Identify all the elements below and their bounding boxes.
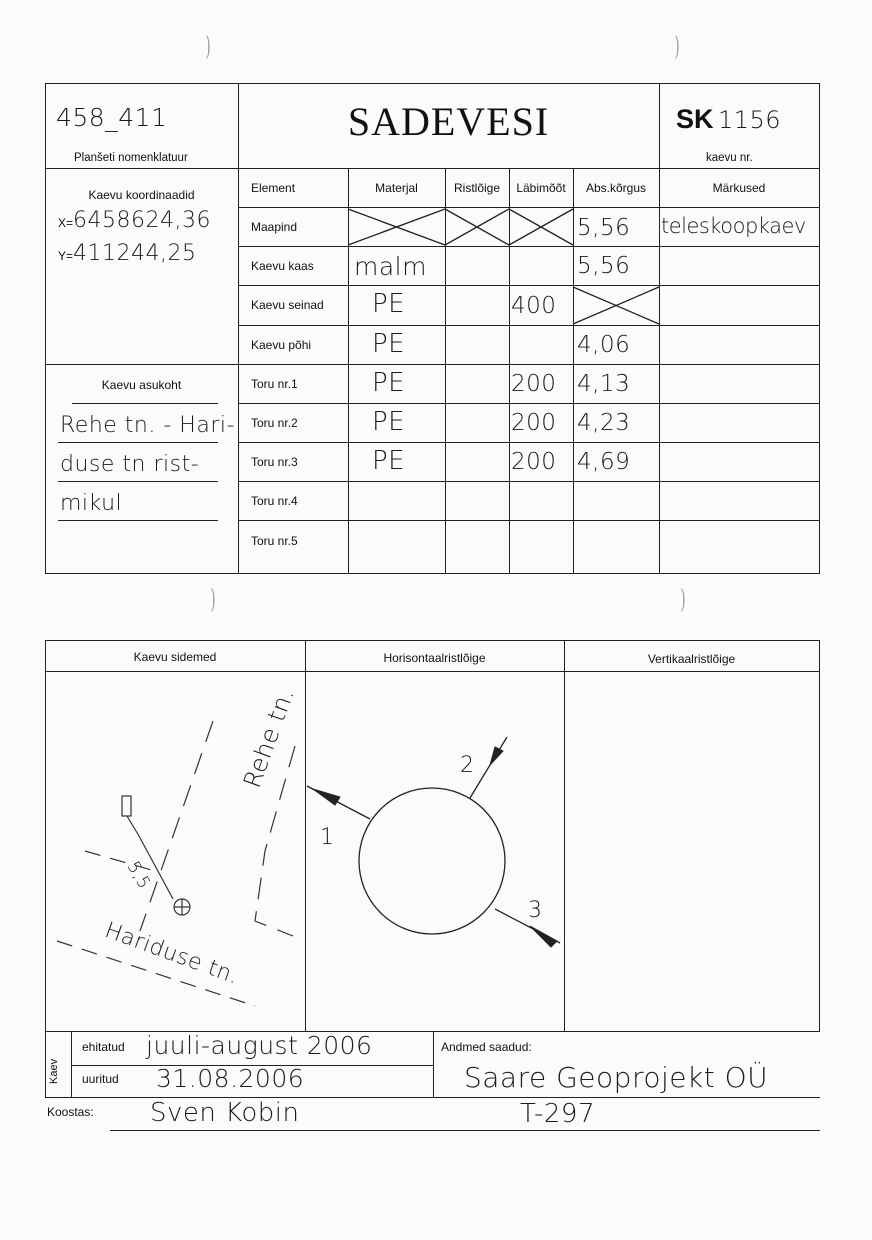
col-header-material: Materjal <box>375 181 418 195</box>
coordinates-label: Kaevu koordinaadid <box>88 188 195 202</box>
rehe-street-edge <box>140 721 213 931</box>
coordinate-y-value: 411244,25 <box>73 241 197 266</box>
well-label: kaevu nr. <box>706 152 753 164</box>
measured-value: 31.08.2006 <box>156 1064 305 1093</box>
col-header-diameter: Läbimõõt <box>516 181 566 195</box>
location-line-1: Rehe tn. - Hari- <box>60 413 235 438</box>
plansheet-label: Planšeti nomenklatuur <box>74 152 188 164</box>
row-abs-height: 5,56 <box>577 253 631 279</box>
row-abs-height: 5,56 <box>577 215 631 241</box>
row-abs-height: 4,23 <box>577 410 631 436</box>
row-material: PE <box>372 407 406 437</box>
well-prefix: SK <box>676 104 714 134</box>
na-cross-material <box>348 209 445 245</box>
row-diameter: 200 <box>511 371 557 397</box>
row-element: Toru nr.4 <box>251 494 298 508</box>
row-element: Kaevu kaas <box>251 259 314 273</box>
marker-post <box>122 796 131 816</box>
built-value: juuli-august 2006 <box>146 1031 373 1060</box>
row-material: PE <box>372 446 406 476</box>
sketch-col-vertical: Vertikaalristlõige <box>647 652 736 666</box>
row-element: Maapind <box>251 220 298 234</box>
row-material: malm <box>354 252 427 281</box>
row-abs-height: 4,13 <box>577 371 631 397</box>
row-notes: teleskoopkaev <box>661 214 806 238</box>
row-diameter: 200 <box>511 449 557 475</box>
punch-mark: ) <box>205 32 211 62</box>
coordinate-y-prefix: Y= <box>58 249 74 263</box>
well-circle <box>359 788 505 934</box>
street-label-hariduse: Hariduse tn. <box>101 918 243 990</box>
row-element: Toru nr.1 <box>251 377 298 391</box>
na-cross-diameter <box>509 209 573 245</box>
pipe-3-label: 3 <box>528 898 543 923</box>
pipe-2-line <box>470 737 507 798</box>
row-element: Toru nr.2 <box>251 416 298 430</box>
row-material: PE <box>372 289 406 319</box>
kaev-label: Kaev <box>48 1058 60 1084</box>
col-header-cross-section: Ristlõige <box>453 181 501 195</box>
distance-label: 5,5 <box>122 858 155 893</box>
row-abs-height: 4,69 <box>577 449 631 475</box>
author-value: Sven Kobin <box>150 1098 300 1128</box>
data-received-label: Andmed saadud: <box>441 1040 532 1054</box>
sketch-col-links: Kaevu sidemed <box>133 650 217 664</box>
row-element: Toru nr.3 <box>251 455 298 469</box>
cross-marks <box>0 0 872 600</box>
horizontal-section-sketch <box>305 671 564 1031</box>
coordinate-x-prefix: X= <box>58 216 74 230</box>
coordinate-x-value: 6458624,36 <box>73 208 211 233</box>
col-header-notes: Märkused <box>712 181 766 195</box>
page-title: SADEVESI <box>347 99 550 144</box>
location-line-2: duse tn rist- <box>60 452 200 477</box>
pipe-2-arrow <box>490 747 503 765</box>
project-code: T-297 <box>520 1099 596 1129</box>
row-diameter: 400 <box>511 293 557 319</box>
na-cross-section <box>445 209 509 245</box>
well-value: 1156 <box>717 106 782 134</box>
row-material: PE <box>372 368 406 398</box>
pipe-2-label: 2 <box>460 753 475 778</box>
row-element: Toru nr.5 <box>251 534 298 548</box>
location-label: Kaevu asukoht <box>101 378 182 392</box>
row-element: Kaevu seinad <box>251 298 324 312</box>
measured-label: uuritud <box>82 1072 119 1086</box>
pipe-1-label: 1 <box>320 825 335 850</box>
punch-mark: ) <box>210 585 216 615</box>
col-header-element: Element <box>251 181 296 195</box>
street-label-rehe: Rehe tn. <box>238 684 300 792</box>
row-abs-height: 4,06 <box>577 332 631 358</box>
sketch-col-horizontal: Horisontaalristlõige <box>383 651 486 665</box>
built-label: ehitatud <box>82 1040 125 1054</box>
punch-mark: ) <box>674 32 680 62</box>
row-material: PE <box>372 329 406 359</box>
row-element: Kaevu põhi <box>251 338 312 352</box>
data-received-value: Saare Geoprojekt OÜ <box>464 1061 769 1094</box>
col-header-abs-height: Abs.kõrgus <box>585 181 647 195</box>
pipe-1-arrow <box>313 789 340 805</box>
row-diameter: 200 <box>511 410 557 436</box>
author-label: Koostas: <box>47 1105 94 1119</box>
location-line-3: mikul <box>60 491 123 516</box>
punch-mark: ) <box>680 585 686 615</box>
na-cross-height <box>573 287 659 324</box>
pipe-3-arrow <box>530 926 557 947</box>
plansheet-value: 458_411 <box>56 103 168 132</box>
